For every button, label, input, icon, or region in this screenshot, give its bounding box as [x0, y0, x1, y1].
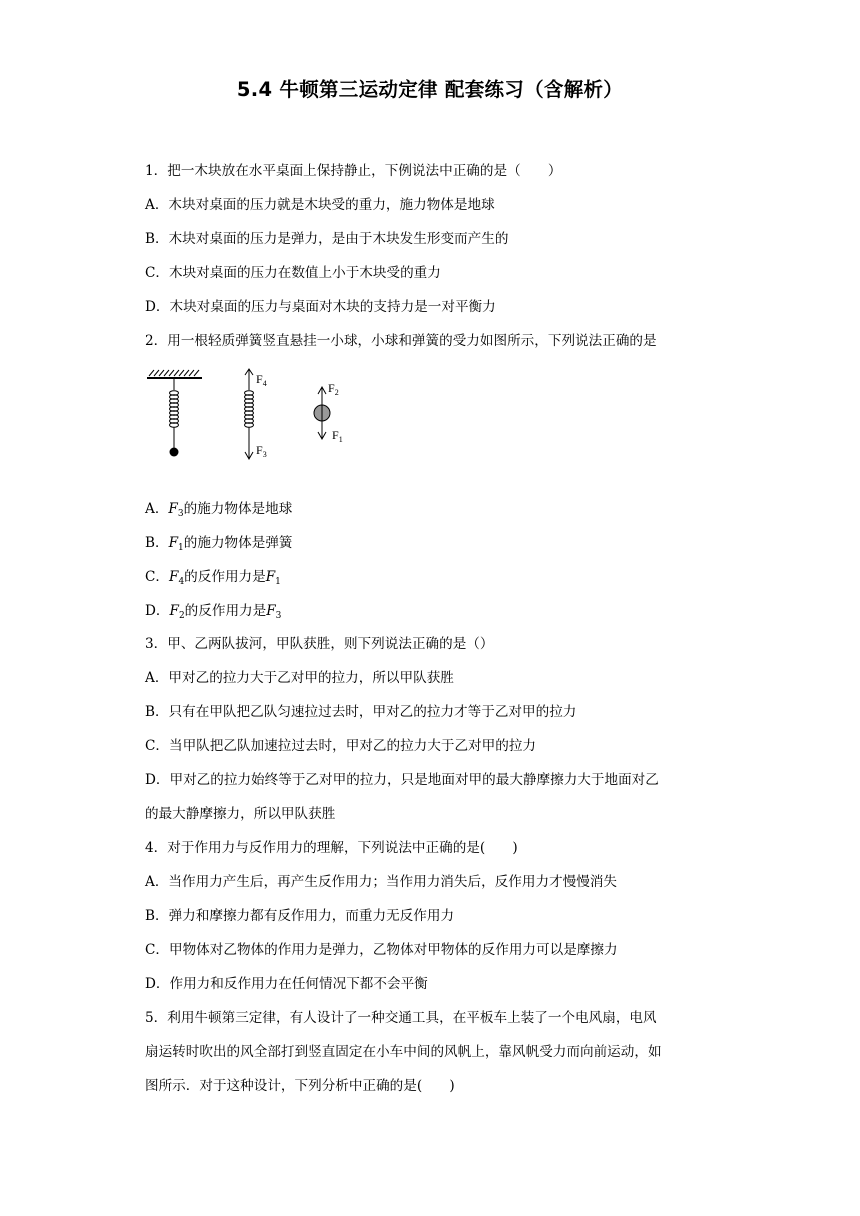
question-5-stem-line-3: 图所示．对于这种设计，下列分析中正确的是( ) [145, 1078, 455, 1094]
question-4-option-d: D．作用力和反作用力在任何情况下都不会平衡 [145, 976, 428, 992]
label-f4: $F_4$ [256, 372, 267, 388]
question-2-option-a: A．$F_3$的施力物体是地球 [145, 501, 293, 519]
question-3-option-c: C．当甲队把乙队加速拉过去时，甲对乙的拉力大于乙对甲的拉力 [145, 738, 537, 754]
question-5-stem-line-2: 扇运转时吹出的风全部打到竖直固定在小车中间的风帆上，靠风帆受力而向前运动，如 [145, 1044, 662, 1060]
question-2-option-b: B．$F_1$的施力物体是弹簧 [145, 535, 293, 553]
question-3-option-d-continued: 的最大静摩擦力，所以甲队获胜 [145, 806, 336, 822]
hanging-spring [170, 378, 179, 448]
spring-force-diagram [140, 360, 380, 470]
question-4-option-a: A．当作用力产生后，再产生反作用力；当作用力消失后，反作用力才慢慢消失 [145, 874, 618, 890]
question-1-stem: 1．把一木块放在水平桌面上保持静止，下例说法中正确的是（ ） [145, 163, 562, 179]
question-3-option-b: B．只有在甲队把乙队匀速拉过去时，甲对乙的拉力才等于乙对甲的拉力 [145, 704, 577, 720]
question-1-option-c: C．木块对桌面的压力在数值上小于木块受的重力 [145, 265, 441, 281]
spring-free-body [245, 369, 254, 459]
question-3-option-d: D．甲对乙的拉力始终等于乙对甲的拉力，只是地面对甲的最大静摩擦力大于地面对乙 [145, 772, 659, 788]
question-2-stem: 2．用一根轻质弹簧竖直悬挂一小球，小球和弹簧的受力如图所示，下列说法正确的是 [145, 333, 657, 349]
label-f3: $F_3$ [256, 443, 267, 459]
question-2-option-c: C．$F_4$的反作用力是$F_1$ [145, 569, 281, 587]
question-1-option-a: A．木块对桌面的压力就是木块受的重力，施力物体是地球 [145, 197, 495, 213]
question-5-stem-line-1: 5．利用牛顿第三定律，有人设计了一种交通工具，在平板车上装了一个电风扇，电风 [145, 1010, 657, 1026]
question-4-option-b: B．弹力和摩擦力都有反作用力，而重力无反作用力 [145, 908, 455, 924]
question-2-option-d: D．$F_2$的反作用力是$F_3$ [145, 603, 282, 621]
question-4-stem: 4．对于作用力与反作用力的理解，下列说法中正确的是( ) [145, 840, 518, 856]
question-4-option-c: C．甲物体对乙物体的作用力是弹力，乙物体对甲物体的反作用力可以是摩擦力 [145, 942, 618, 958]
question-3-option-a: A．甲对乙的拉力大于乙对甲的拉力，所以甲队获胜 [145, 670, 454, 686]
question-1-option-d: D．木块对桌面的压力与桌面对木块的支持力是一对平衡力 [145, 299, 496, 315]
label-f2: $F_2$ [328, 381, 339, 397]
question-1-option-b: B．木块对桌面的压力是弹力，是由于木块发生形变而产生的 [145, 231, 509, 247]
page-title: 5.4 牛顿第三运动定律 配套练习（含解析） [236, 78, 624, 101]
label-f1: $F_1$ [332, 428, 343, 444]
ceiling-support [147, 370, 202, 378]
question-3-stem: 3．甲、乙两队拔河，甲队获胜，则下列说法正确的是（） [145, 636, 494, 652]
hanging-ball [170, 448, 179, 457]
